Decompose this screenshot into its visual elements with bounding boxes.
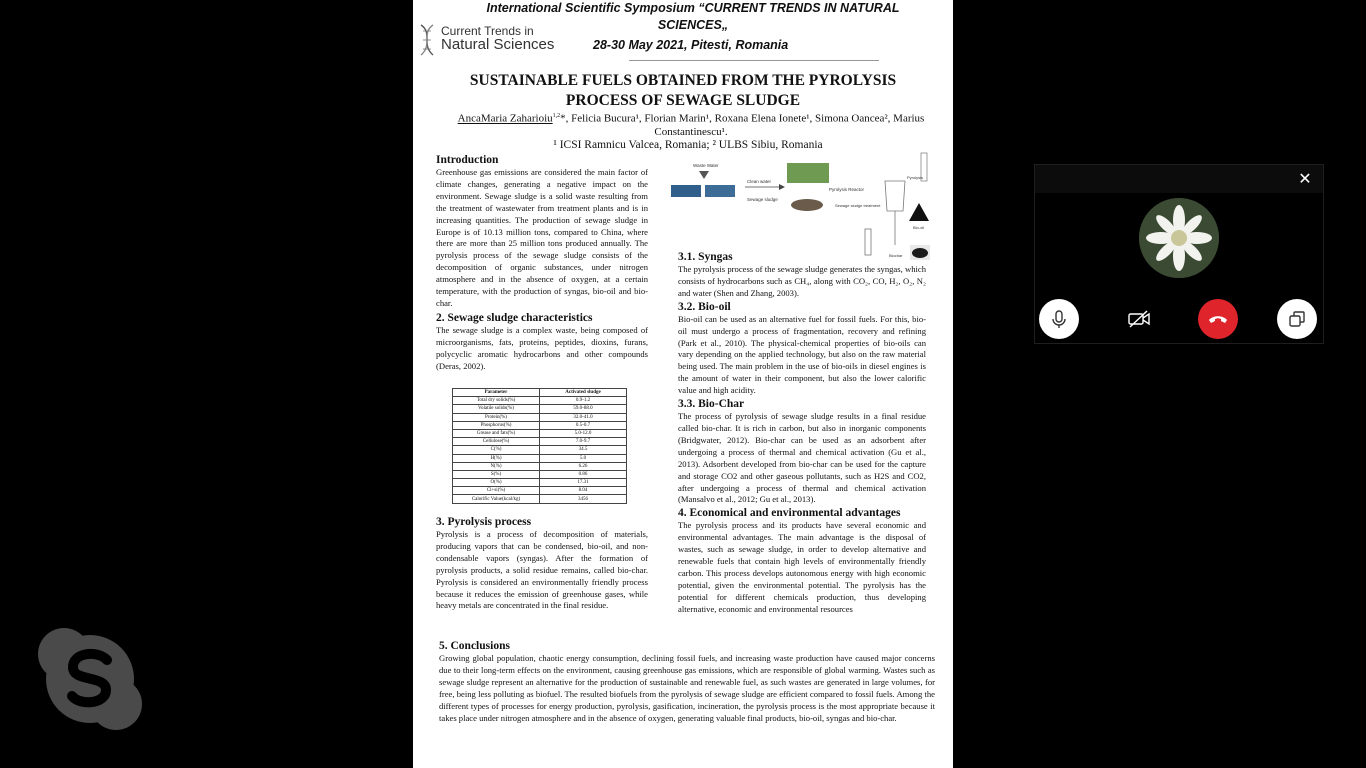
symposium-date: 28-30 May 2021, Pitesti, Romania	[593, 38, 789, 52]
intro-text: Greenhouse gas emissions are considered the main factor of climate changes, generating a negative impact on the environment. Sewage sludge is a solid waste resulting from the treatment of wastewater from treatment plants and is in increasing quantities. The production of sewage sludge in Europe is of 10.13 million tons, compared to China, where there are more than 25 million tons produced annually. The pyrolysis process of the sewage sludge consists of the decomposition of organic substances, under nitrogen atmosphere and in the absence of oxygen, at a certain temperature, with the production of syngas, bio-oil and bio-char.	[436, 167, 648, 308]
skype-logo-icon	[38, 628, 142, 730]
table-row	[453, 405, 627, 413]
table-row	[453, 462, 627, 470]
table-row	[453, 429, 627, 437]
flask-biooil	[909, 203, 929, 221]
table-cell: Protein(%)	[453, 413, 540, 421]
participant-avatar	[1139, 198, 1219, 278]
landscape-image	[787, 163, 829, 183]
table-cell: 34.5	[540, 446, 627, 454]
diagram-label: Waste Water	[693, 163, 719, 168]
end-call-icon	[1207, 313, 1229, 325]
table-row	[453, 438, 627, 446]
table-row	[453, 487, 627, 495]
table-row	[453, 413, 627, 421]
biochar-heading: 3.3. Bio-Char	[678, 398, 745, 411]
header-line-1: International Scientific Symposium “CURRENT TRENDS IN NATURAL	[486, 1, 900, 15]
table-cell: 0.9-1.2	[540, 397, 627, 405]
table-row	[453, 495, 627, 503]
table-cell: 0.5-0.7	[540, 421, 627, 429]
right-column	[678, 250, 926, 616]
end-call-button[interactable]	[1198, 299, 1238, 339]
close-panel-button[interactable]	[1295, 169, 1315, 189]
call-panel-titlebar	[1035, 165, 1323, 193]
conclusions-section	[439, 639, 935, 724]
poster-slide	[413, 0, 953, 768]
advantages-text: The pyrolysis process and its products have several economic and environmental advantages. The main advantage is the disposal of wastes, such as sewage sludge, in order to develop alternative and renewable fuels that contain high levels of environmentally friendly carbon. This process develops autonomous energy with high economic potential, given the environmental potential. The pyrolysis has the potential for different chemicals production, thus developing alternative, economic and environmental resources	[678, 520, 926, 614]
table-cell: 8.04	[540, 487, 627, 495]
biooil-text: Bio-oil can be used as an alternative fuel for fossil fuels. For this, bio-oil must undergo a process of fragmentation, recovery and refining (Park et al., 2010). The physical-chemical properties of bio-oils can vary depending on the applied technology, but also on the raw material being used. The main problem in the use of bio-oils in diesel engines is the amount of water in their component, but also the lower calorific value and high acidity.	[678, 313, 926, 396]
table-row	[453, 446, 627, 454]
biochar-text: The process of pyrolysis of sewage sludge results in a final residue called bio-char. It is rich in carbon, but also in inorganic components (Bridgwater, 2012). Bio-char can be used as an adsorbent after undergoing a process of thermal and chemical activation (Gu et al., 2013). Adsorbent developed from bio-char can be used for the capture and storage CO2 and other gaseous pollutants, such as H2S and CO2, after undergoing a process of thermal and chemical activation (Mansalvo et al., 2012; Gu et al., 2013).	[678, 411, 926, 505]
table-header-row	[453, 389, 627, 397]
table-header: Activated sludge	[540, 389, 627, 397]
table-cell: 17.31	[540, 479, 627, 487]
video-toggle-button[interactable]	[1119, 299, 1159, 339]
symposium-logo	[417, 23, 592, 57]
table-row	[453, 397, 627, 405]
table-cell: 3456	[540, 495, 627, 503]
left-column	[436, 153, 648, 373]
diagram-label: Sewage sludge treatment	[835, 203, 881, 208]
sludge-characteristics-text: The sewage sludge is a complex waste, being composed of microorganisms, fats, proteins, peptides, dioxins, furans, polycyclic aromatic hydrocarbons and other compounds (Deras, 2002).	[436, 324, 648, 371]
pyrolysis-section	[436, 515, 648, 612]
header-divider	[629, 60, 879, 61]
table-cell: Cellulose(%)	[453, 438, 540, 446]
table-cell: N(%)	[453, 462, 540, 470]
sludge-characteristics-heading: 2. Sewage sludge characteristics	[436, 311, 593, 324]
table-cell: Volatile solids(%)	[453, 405, 540, 413]
biooil-heading: 3.2. Bio-oil	[678, 300, 731, 313]
conclusions-heading: 5. Conclusions	[439, 640, 510, 652]
sludge-parameters-table	[452, 388, 627, 504]
table-row	[453, 421, 627, 429]
table-cell: Phosphorus(%)	[453, 421, 540, 429]
table-cell: H(%)	[453, 454, 540, 462]
syngas-text: The pyrolysis process of the sewage sludge generates the syngas, which consists of hydrocarbons such as CH₄, along with CO₂, CO, H₂, O₂, N₂ and water (Shen and Zhang, 2003).	[678, 264, 926, 298]
table-header: Parameter	[453, 389, 540, 397]
header-line-2: SCIENCES„	[657, 18, 729, 32]
table-cell: O(%)	[453, 479, 540, 487]
table-cell: Cl+si(%)	[453, 487, 540, 495]
main-author-affiliation: 1,2	[552, 113, 561, 119]
pyrolysis-heading: 3. Pyrolysis process	[436, 516, 532, 528]
advantages-heading: 4. Economical and environmental advantages	[678, 507, 901, 520]
sludge-pile	[791, 199, 823, 211]
intro-heading: Introduction	[436, 154, 499, 166]
diagram-label: Clean water	[747, 179, 772, 184]
paper-title-line-2: PROCESS OF SEWAGE SLUDGE	[565, 92, 801, 109]
pyrolysis-text: Pyrolysis is a process of decomposition of materials, producing vapors that can be condensed, bio-oil, and non-condensable vapors (syngas). After the formation of pyrolysis products, a solid residue remains, called bio-char. Pyrolysis is considered an environmentally friendly process because it reduces the emission of greenhouse gases, while heavy metals are concentrated in the final residue.	[436, 529, 648, 611]
syngas-heading: 3.1. Syngas	[678, 251, 733, 263]
microphone-icon	[1049, 309, 1069, 329]
table-cell: Total dry solids(%)	[453, 397, 540, 405]
reactor-vessel	[885, 181, 905, 211]
table-cell: 5.0-12.0	[540, 429, 627, 437]
table-cell: 7.0-9.7	[540, 438, 627, 446]
other-authors: *, Felicia Bucura¹, Florian Marin¹, Roxana Elena Ionete¹, Simona Oancea², Marius Constantinescu¹.	[560, 112, 925, 139]
dna-logo-icon	[417, 23, 437, 57]
video-off-icon	[1127, 309, 1151, 329]
call-panel	[1034, 164, 1324, 344]
mute-button[interactable]	[1039, 299, 1079, 339]
table-cell: 32.0-41.0	[540, 413, 627, 421]
conclusions-text: Growing global population, chaotic energy consumption, declining fossil fuels, and increasing waste production have caused major concerns due to their long-term effects on the environment, causing greenhouse gas emissions, which are responsible of global warming. Wastes such as sewage sludge represent an alternative for the production of sustainable and renewable fuel, as such wastes are generated in large volumes, for free, being less polluting as biofuel. The resulted biofuels from the pyrolysis of sewage sludge are efficient compared to fossil fuels. Among the different types of processes for energy production, pyrolysis, gasification, incineration, the pyrolysis process is the most appropriate because it takes place under nitrogen atmosphere and in the absence of oxygen, generating valuable final products, bio-oil, syngas and bio-char.	[439, 653, 935, 723]
table-cell: 59.0-88.0	[540, 405, 627, 413]
table-cell: 0.86	[540, 470, 627, 478]
table-row	[453, 454, 627, 462]
pop-out-button[interactable]	[1277, 299, 1317, 339]
table-row	[453, 470, 627, 478]
diagram-label: Bio-oil	[913, 225, 925, 230]
arrow-right-icon	[779, 184, 785, 190]
table-cell: C(%)	[453, 446, 540, 454]
pyrolysis-process-diagram	[667, 151, 931, 263]
diagram-label: Pyrolysis Reactor	[829, 187, 865, 192]
table-cell: 6.26	[540, 462, 627, 470]
diagram-label: Biochar	[889, 253, 903, 258]
logo-text-line-2: Natural Sciences	[441, 36, 555, 53]
pop-out-icon	[1287, 309, 1307, 329]
paper-title-line-1: SUSTAINABLE FUELS OBTAINED FROM THE PYROLYSIS	[469, 72, 897, 89]
edelweiss-flower-icon	[1139, 198, 1219, 278]
tank-2	[705, 185, 735, 197]
close-icon: ✕	[1298, 169, 1312, 188]
table-cell: Calorific Value(kcal/kg)	[453, 495, 540, 503]
table-row	[453, 479, 627, 487]
diagram-label: Pyrolysis	[907, 175, 924, 180]
logo-text-line-1: Current Trends in	[441, 24, 534, 38]
diagram-label: Sewage sludge	[747, 197, 778, 202]
arrow-down-icon	[699, 171, 709, 179]
main-author: AncaMaria Zaharioiu	[457, 112, 553, 125]
table-cell: 5.0	[540, 454, 627, 462]
author-list	[433, 110, 949, 140]
paper-title	[433, 71, 933, 111]
table-cell: Grease and fats(%)	[453, 429, 540, 437]
tank-1	[671, 185, 701, 197]
affiliations: ¹ ICSI Ramnicu Valcea, Romania; ² ULBS Sibiu, Romania	[553, 139, 823, 151]
table-cell: S(%)	[453, 470, 540, 478]
